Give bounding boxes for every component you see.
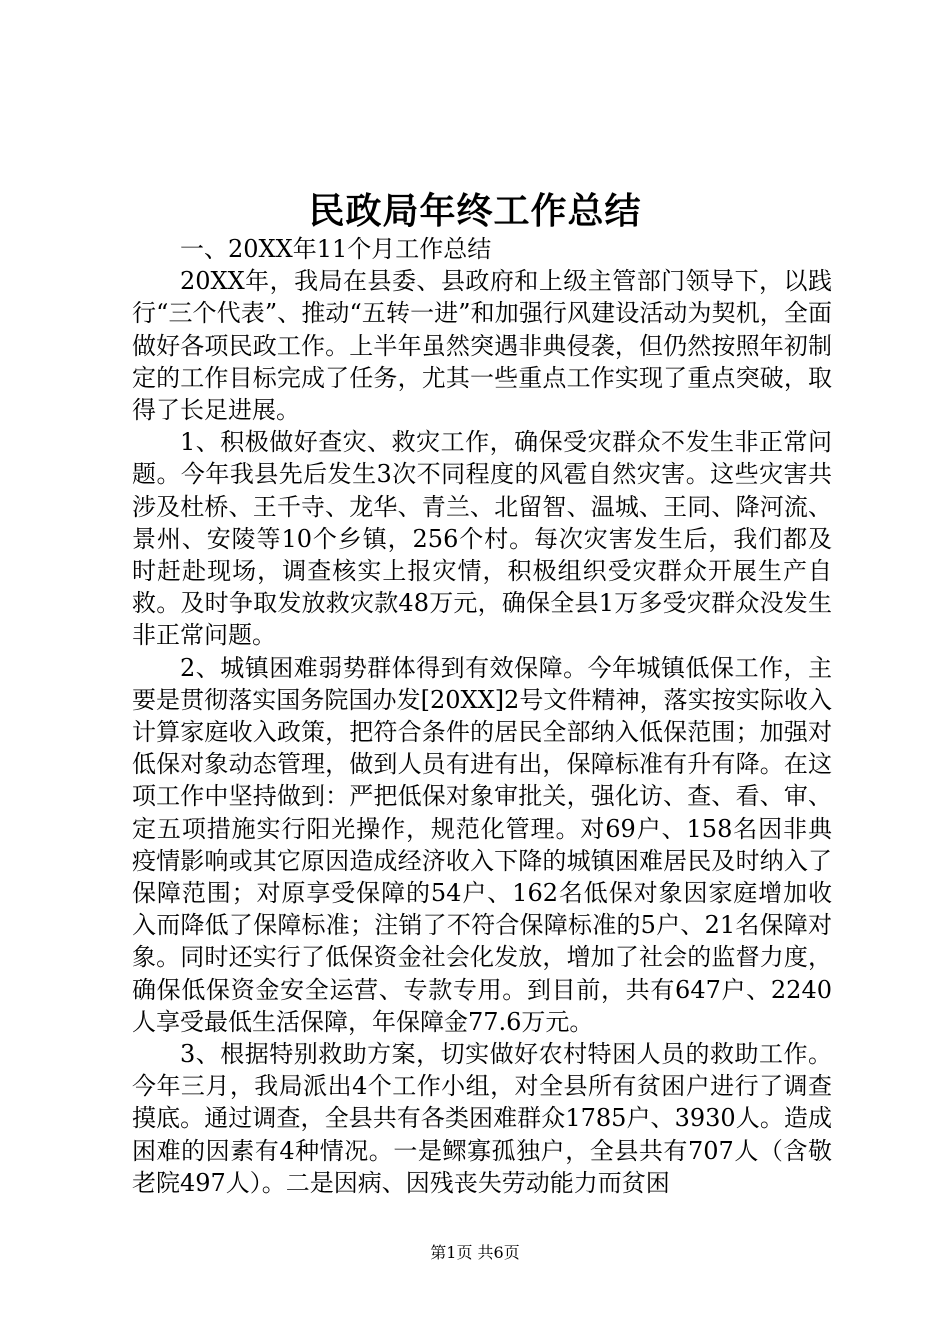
paragraph-intro: 20XX年，我局在县委、县政府和上级主管部门领导下，以践行“三个代表”、推动“五转一进”和加强行风建设活动为契机，全面做好各项民政工作。上半年虽然突遇非典侵袭，但仍然按照年初制定的工作目标完成了任务，尤其一些重点工作实现了重点突破，取得了长足进展。 (132, 267, 832, 425)
paragraph-item-3: 3、根据特别救助方案，切实做好农村特困人员的救助工作。今年三月，我局派出4个工作小组，对全县所有贫困户进行了调查摸底。通过调查，全县共有各类困难群众1785户、3930人。造成困难的因素有4种情况。一是鳏寡孤独户，全县共有707人（含敬老院497人）。二是因病、因残丧失劳动能力而贫困 (132, 1040, 832, 1197)
document-title: 民政局年终工作总结 (308, 191, 642, 232)
paragraph-item-2: 2、城镇困难弱势群体得到有效保障。今年城镇低保工作，主要是贯彻落实国务院国办发[20XX]2号文件精神，落实按实际收入计算家庭收入政策，把符合条件的居民全部纳入低保范围；加强对低保对象动态管理，做到人员有进有出，保障标准有升有降。在这项工作中坚持做到：严把低保对象审批关，强化访、查、看、审、定五项措施实行阳光操作，规范化管理。对69户、158名因非典疫情影响或其它原因造成经济收入下降的城镇困难居民及时纳入了保障范围；对原享受保障的54户、162名低保对象因家庭增加收入而降低了保障标准；注销了不符合保障标准的5户、21名保障对象。同时还实行了低保资金社会化发放，增加了社会的监督力度，确保低保资金安全运营、专款专用。到目前，共有647户、2240人享受最低生活保障，年保障金77.6万元。 (132, 653, 832, 1036)
document-body (132, 233, 832, 1199)
section-heading: 一、20XX年11个月工作总结 (180, 235, 492, 263)
page-number-footer: 第1页 共6页 (430, 1243, 520, 1262)
paragraph-item-1: 1、积极做好查灾、救灾工作，确保受灾群众不发生非正常问题。今年我县先后发生3次不同程度的风雹自然灾害。这些灾害共涉及杜桥、王千寺、龙华、青兰、北留智、温城、王同、降河流、景州、安陵等10个乡镇，256个村。每次灾害发生后，我们都及时赶赴现场，调查核实上报灾情，积极组织受灾群众开展生产自救。及时争取发放救灾款48万元，确保全县1万多受灾群众没发生非正常问题。 (132, 428, 832, 650)
